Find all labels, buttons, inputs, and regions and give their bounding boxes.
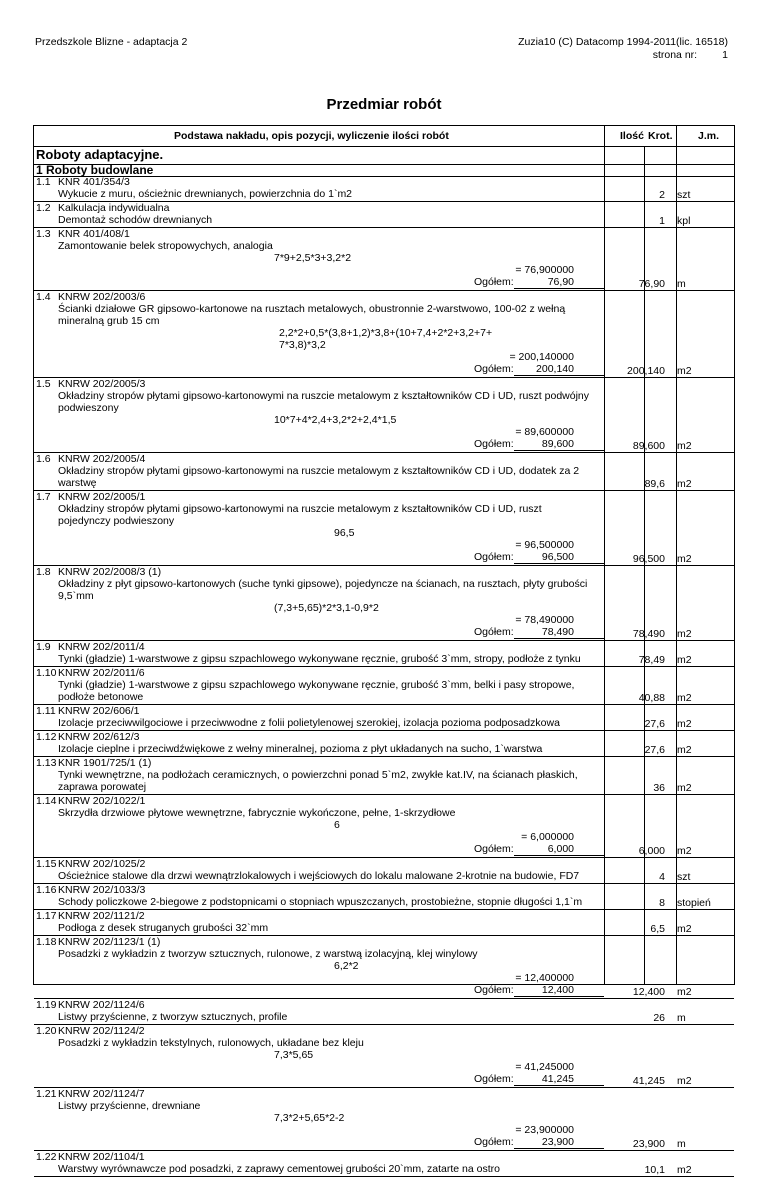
item-code: KNR 401/408/1 [58,228,130,240]
item-list [34,176,734,1177]
item-number: 1.10 [36,667,57,679]
description-line: Listwy przyścienne, drewniane [58,1100,201,1112]
subsection-title: 1 Roboty budowlane [36,163,154,177]
item-quantity: 1 [659,215,665,227]
item-unit: m2 [677,1164,692,1176]
item-unit: szt [677,189,691,201]
item-code: KNRW 202/1025/2 [58,858,146,870]
description-line: Okładziny stropów płytami gipsowo-kartonowymi na ruszcie metalowym z kształtowników CD i UD, dodatek za 2 [58,465,580,477]
total-underline [514,996,604,997]
total-label: Ogółem: [474,843,514,855]
item-quantity: 27,6 [644,744,665,756]
item-code: KNRW 202/1124/6 [58,999,145,1011]
item-code: KNRW 202/1124/7 [58,1088,145,1100]
item-number: 1.20 [36,1025,57,1037]
item-row [34,936,734,999]
description-line: Skrzydła drzwiowe płytowe wewnętrzne, fabrycznie wykończone, pełne, 1-skrzydłowe [58,807,456,819]
item-description [58,240,603,252]
description-line: Wykucie z muru, ościeżnic drewnianych, powierzchnia do 1`m2 [58,188,353,200]
item-unit: m2 [677,744,692,756]
item-description [58,390,603,414]
item-code: KNRW 202/1022/1 [58,795,146,807]
total-underline [514,450,604,451]
item-description [58,465,603,489]
item-description [58,769,603,793]
item-unit: m2 [677,654,692,666]
column-header-unit: J.m. [698,130,720,142]
item-description [58,303,603,327]
description-line: Ościeżnice stalowe dla drzwi wewnątrzlokalowych i wejściowych do lokalu malowane 2-krotnie na budowie, FD7 [58,870,580,882]
item-number: 1.6 [36,453,51,465]
item-quantity: 78,490 [632,628,665,640]
page-number: 1 [722,49,728,61]
item-code: KNR 401/354/3 [58,176,130,188]
item-description [58,743,603,755]
calc-result: = 76,900000 [515,264,574,276]
calc-result: = 6,000000 [521,831,574,843]
item-number: 1.18 [36,936,57,948]
calc-expression: 7*3,8)*3,2 [279,339,326,351]
description-line: mineralną grub 15 cm [58,315,160,327]
item-unit: m2 [677,440,692,452]
total-label: Ogółem: [474,984,514,996]
item-quantity: 6,000 [638,845,665,857]
calc-result: = 200,140000 [509,351,574,363]
total-label: Ogółem: [474,363,514,375]
item-code: KNRW 202/2005/4 [58,453,146,465]
item-number: 1.7 [36,491,51,503]
item-unit: kpl [677,215,691,227]
item-row [34,453,734,491]
item-description [58,653,603,665]
description-line: pojedynczy podwieszony [58,515,175,527]
item-description [58,1037,603,1049]
calc-expression: 7,3*5,65 [274,1049,314,1061]
project-name: Przedszkole Blizne - adaptacja 2 [35,36,188,48]
item-row [34,795,734,858]
item-number: 1.8 [36,566,51,578]
item-row [34,378,734,453]
total-underline [514,1085,604,1086]
item-code: KNRW 202/1033/3 [58,884,146,896]
section-title: Roboty adaptacyjne. [36,147,164,162]
item-unit: szt [677,871,691,883]
description-line: Okładziny z płyt gipsowo-kartonowych (suche tynki gipsowe), pojedyncze na ścianach, na rusztach, płyty grubości [58,578,588,590]
item-description [58,948,603,960]
item-unit: m2 [677,692,692,704]
total-value: 78,490 [541,626,574,638]
item-row [34,566,734,641]
description-line: podwieszony [58,402,119,414]
description-line: Okładziny stropów płytami gipsowo-kartonowymi na ruszcie metalowym z kształtowników CD i UD, ruszt [58,503,542,515]
total-underline [514,288,604,289]
item-quantity: 2 [659,189,665,201]
item-number: 1.9 [36,641,51,653]
total-label: Ogółem: [474,626,514,638]
item-code: KNRW 202/1104/1 [58,1151,145,1163]
item-quantity: 27,6 [644,718,665,730]
description-line: Tynki wewnętrzne, na podłożach ceramicznych, o powierzchni ponad 5`m2, zwykłe kat.IV, na ścianach płaskich, [58,769,578,781]
calc-expression: 6,2*2 [334,960,359,972]
item-row [34,858,734,884]
description-line: Okładziny stropów płytami gipsowo-kartonowymi na ruszcie metalowym z kształtowników CD i UD, ruszt podwójny [58,390,590,402]
description-line: Posadzki z wykładzin tekstylnych, rulonowych, układane bez kleju [58,1037,364,1049]
description-line: Izolacje cieplne i przeciwdźwiękowe z wełny mineralnej, pozioma z płyt układanych na sucho, 1`warstwa [58,743,543,755]
item-row [34,176,734,202]
item-code: KNRW 202/606/1 [58,705,140,717]
item-quantity: 96,500 [632,553,665,565]
calc-expression: 7,3*2+5,65*2-2 [274,1112,345,1124]
estimate-table [33,125,735,1176]
description-line: podłoże betonowe [58,691,144,703]
calc-expression: 96,5 [334,527,355,539]
item-quantity: 10,1 [644,1164,665,1176]
description-line: Warstwy wyrównawcze pod posadzki, z zaprawy cementowej grubości 20`mm, zatarte na ostro [58,1163,500,1175]
item-description [58,896,603,908]
calc-result: = 41,245000 [515,1061,574,1073]
software-license: Zuzia10 (C) Datacomp 1994-2011(lic. 16518) [518,36,728,48]
total-value: 76,90 [547,276,574,288]
item-quantity: 26 [653,1012,665,1024]
item-unit: m [677,1012,686,1024]
item-quantity: 36 [653,782,665,794]
item-quantity: 8 [659,897,665,909]
item-row [34,1025,734,1088]
column-header-description: Podstawa nakładu, opis pozycji, wyliczenie ilości robót [174,130,449,142]
total-label: Ogółem: [474,1073,514,1085]
item-number: 1.11 [36,705,56,717]
item-row [34,641,734,667]
description-line: Podłoga z desek struganych grubości 32`mm [58,922,269,934]
description-line: 9,5`mm [58,590,94,602]
item-row [34,705,734,731]
item-code: Kalkulacja indywidualna [58,202,170,214]
total-label: Ogółem: [474,276,514,288]
description-line: Zamontowanie belek stropowychych, analogia [58,240,273,252]
calc-result: = 89,600000 [515,426,574,438]
page-label: strona nr: [652,49,698,61]
item-unit: m [677,278,686,290]
total-label: Ogółem: [474,1136,514,1148]
table-header [34,126,734,147]
item-quantity: 23,900 [632,1138,665,1150]
item-code: KNRW 202/2005/3 [58,378,146,390]
description-line: Tynki (gładzie) 1-warstwowe z gipsu szpachlowego wykonywane ręcznie, grubość 3`mm, belki i pasy stropowe, [58,679,575,691]
item-description [58,679,603,703]
item-row [34,884,734,910]
calc-expression: (7,3+5,65)*2*3,1-0,9*2 [274,602,379,614]
item-number: 1.13 [36,757,57,769]
total-value: 41,245 [541,1073,574,1085]
item-code: KNR 1901/725/1 (1) [58,757,152,769]
item-quantity: 12,400 [632,986,665,998]
item-description [58,1163,603,1175]
description-line: Ścianki działowe GR gipsowo-kartonowe na rusztach metalowych, obustronnie 2-warstwowo, 100-02 z wełną [58,303,566,315]
item-row [34,291,734,378]
item-number: 1.3 [36,228,51,240]
description-line: Izolacje przeciwwilgociowe i przeciwwodne z folii polietylenowej szerokiej, izolacja pozioma podposadzkowa [58,717,560,729]
document-title: Przedmiar robót [326,96,442,113]
description-line: Tynki (gładzie) 1-warstwowe z gipsu szpachlowego wykonywane ręcznie, grubość 3`mm, stropy, podłoże z tynku [58,653,581,665]
page-number-line [518,49,728,62]
column-header-quantity: Ilość [620,130,644,142]
item-row [34,757,734,795]
total-underline [514,855,604,856]
item-description [58,1100,603,1112]
item-number: 1.19 [36,999,57,1011]
item-row [34,491,734,566]
item-code: KNRW 202/2005/1 [58,491,146,503]
item-row [34,1151,734,1177]
calc-expression: 6 [334,819,340,831]
item-unit: m2 [677,782,692,794]
software-info [518,36,728,62]
item-unit: stopień [677,897,711,909]
item-quantity: 41,245 [632,1075,665,1087]
item-quantity: 40,88 [638,692,665,704]
item-row [34,910,734,936]
item-number: 1.4 [36,291,51,303]
item-quantity: 89,600 [632,440,665,452]
item-quantity: 4 [659,871,665,883]
item-description [58,1011,603,1023]
calc-expression: 2,2*2+0,5*(3,8+1,2)*3,8+(10+7,4+2*2+3,2+7+ [279,327,493,339]
item-unit: m2 [677,1075,692,1087]
item-description [58,503,603,527]
item-number: 1.2 [36,202,51,214]
item-row [34,731,734,757]
total-value: 6,000 [547,843,574,855]
item-row [34,667,734,705]
item-unit: m [677,1138,686,1150]
column-header-krot: Krot. [648,130,673,142]
item-number: 1.15 [36,858,57,870]
description-line: zaprawa porowatej [58,781,147,793]
item-code: KNRW 202/612/3 [58,731,140,743]
item-unit: m2 [677,365,692,377]
item-number: 1.5 [36,378,51,390]
item-description [58,807,603,819]
total-label: Ogółem: [474,438,514,450]
description-line: Listwy przyścienne, z tworzyw sztucznych, profile [58,1011,288,1023]
item-unit: m2 [677,986,692,998]
total-value: 200,140 [536,363,574,375]
item-unit: m2 [677,553,692,565]
item-number: 1.12 [36,731,57,743]
total-underline [514,638,604,639]
calc-result: = 78,490000 [515,614,574,626]
total-value: 23,900 [541,1136,574,1148]
item-code: KNRW 202/2008/3 (1) [58,566,162,578]
item-number: 1.16 [36,884,57,896]
calc-expression: 10*7+4*2,4+3,2*2+2,4*1,5 [274,414,397,426]
item-code: KNRW 202/1124/2 [58,1025,145,1037]
item-code: KNRW 202/1121/2 [58,910,145,922]
calc-result: = 23,900000 [515,1124,574,1136]
total-label: Ogółem: [474,551,514,563]
item-unit: m2 [677,845,692,857]
calc-expression: 7*9+2,5*3+3,2*2 [274,252,352,264]
total-value: 96,500 [541,551,574,563]
item-unit: m2 [677,628,692,640]
calc-result: = 96,500000 [515,539,574,551]
item-unit: m2 [677,923,692,935]
item-row [34,202,734,228]
item-code: KNRW 202/2011/4 [58,641,145,653]
total-underline [514,563,604,564]
description-line: Schody policzkowe 2-biegowe z podstopnicami o stopniach wpuszczanych, prostobieżne, stopnie długości 1,1`m [58,896,583,908]
item-row [34,1088,734,1151]
item-number: 1.14 [36,795,57,807]
item-number: 1.22 [36,1151,57,1163]
item-description [58,870,603,882]
item-row [34,999,734,1025]
total-underline [514,1148,604,1149]
total-underline [514,375,604,376]
item-description [58,214,603,226]
description-line: Demontaż schodów drewnianych [58,214,213,226]
item-code: KNRW 202/1123/1 (1) [58,936,161,948]
item-number: 1.21 [36,1088,57,1100]
item-unit: m2 [677,718,692,730]
item-unit: m2 [677,478,692,490]
item-number: 1.17 [36,910,57,922]
item-description [58,717,603,729]
item-quantity: 200,140 [627,365,665,377]
total-value: 89,600 [541,438,574,450]
item-description [58,922,603,934]
item-quantity: 89,6 [644,478,665,490]
item-quantity: 78,49 [638,654,665,666]
total-value: 12,400 [541,984,574,996]
item-description [58,188,603,200]
item-number: 1.1 [36,176,51,188]
description-line: Posadzki z wykładzin z tworzyw sztucznych, rulonowe, z warstwą izolacyjną, klej winylowy [58,948,478,960]
item-description [58,578,603,602]
item-quantity: 76,90 [638,278,665,290]
item-code: KNRW 202/2011/6 [58,667,145,679]
item-code: KNRW 202/2003/6 [58,291,146,303]
calc-result: = 12,400000 [515,972,574,984]
description-line: warstwę [58,477,97,489]
item-quantity: 6,5 [650,923,665,935]
item-row [34,228,734,291]
